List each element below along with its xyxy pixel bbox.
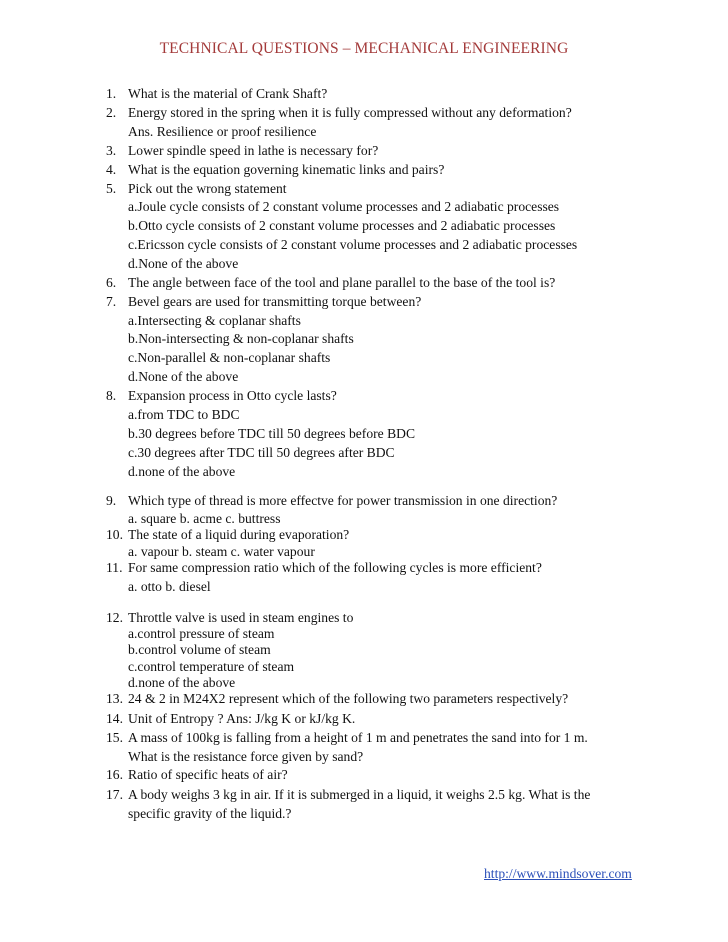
question-number: 2. — [106, 105, 117, 120]
option-text: a. square b. acme c. buttress — [128, 511, 281, 526]
option-text: b.30 degrees before TDC till 50 degrees before BDC — [128, 426, 416, 441]
question-number: 14. — [106, 711, 123, 726]
question-text: What is the equation governing kinematic links and pairs? — [128, 162, 445, 177]
question-number: 10. — [106, 527, 123, 542]
question-text: Expansion process in Otto cycle lasts? — [128, 388, 337, 403]
question-number: 13. — [106, 691, 123, 706]
question-text: The state of a liquid during evaporation? — [128, 527, 350, 542]
option-text: c.30 degrees after TDC till 50 degrees after BDC — [128, 445, 395, 460]
question-text: Bevel gears are used for transmitting torque between? — [128, 294, 422, 309]
question-text: Lower spindle speed in lathe is necessary for? — [128, 143, 379, 158]
question-text: Throttle valve is used in steam engines to — [128, 610, 354, 625]
question-number: 4. — [106, 162, 117, 177]
question-number: 15. — [106, 730, 123, 745]
option-text: d.none of the above — [128, 464, 236, 479]
question-number: 6. — [106, 275, 117, 290]
question-text: A mass of 100kg is falling from a height of 1 m and penetrates the sand into for 1 m. — [128, 730, 588, 745]
option-text: c.control temperature of steam — [128, 659, 295, 674]
option-text: d.None of the above — [128, 369, 239, 384]
question-text: For same compression ratio which of the following cycles is more efficient? — [128, 560, 542, 575]
question-number: 7. — [106, 294, 117, 309]
question-number: 5. — [106, 181, 117, 196]
footer-link[interactable]: http://www.mindsover.com — [484, 866, 632, 881]
question-text: 24 & 2 in M24X2 represent which of the following two parameters respectively? — [128, 691, 569, 706]
question-text: Unit of Entropy ? Ans: J/kg K or kJ/kg K. — [128, 711, 356, 726]
option-text: a.from TDC to BDC — [128, 407, 240, 422]
question-number: 8. — [106, 388, 117, 403]
question-text: Energy stored in the spring when it is fully compressed without any deformation? — [128, 105, 572, 120]
option-text: c.Ericsson cycle consists of 2 constant volume processes and 2 adiabatic processes — [128, 237, 578, 252]
page-title: TECHNICAL QUESTIONS – MECHANICAL ENGINEERING — [159, 40, 569, 57]
question-text: The angle between face of the tool and plane parallel to the base of the tool is? — [128, 275, 556, 290]
question-text-continued: specific gravity of the liquid.? — [128, 806, 292, 821]
question-text: Ratio of specific heats of air? — [128, 767, 288, 782]
option-text: b.Otto cycle consists of 2 constant volume processes and 2 adiabatic processes — [128, 218, 556, 233]
question-number: 17. — [106, 787, 123, 802]
option-text: a.control pressure of steam — [128, 626, 275, 641]
question-number: 16. — [106, 767, 123, 782]
question-number: 3. — [106, 143, 117, 158]
answer-text: Ans. Resilience or proof resilience — [128, 124, 317, 139]
question-text: What is the material of Crank Shaft? — [128, 86, 328, 101]
option-text: a. vapour b. steam c. water vapour — [128, 544, 315, 559]
option-text: a. otto b. diesel — [128, 579, 211, 594]
option-text: b.control volume of steam — [128, 642, 271, 657]
option-text: d.None of the above — [128, 256, 239, 271]
question-text-continued: What is the resistance force given by sand? — [128, 749, 364, 764]
question-number: 12. — [106, 610, 123, 625]
option-text: a.Intersecting & coplanar shafts — [128, 313, 301, 328]
question-text: Which type of thread is more effectve for power transmission in one direction? — [128, 493, 558, 508]
question-text: A body weighs 3 kg in air. If it is submerged in a liquid, it weighs 2.5 kg. What is the — [128, 787, 591, 802]
question-number: 11. — [106, 560, 123, 575]
option-text: b.Non-intersecting & non-coplanar shafts — [128, 331, 354, 346]
question-text: Pick out the wrong statement — [128, 181, 287, 196]
question-number: 1. — [106, 86, 117, 101]
question-number: 9. — [106, 493, 117, 508]
option-text: c.Non-parallel & non-coplanar shafts — [128, 350, 331, 365]
option-text: a.Joule cycle consists of 2 constant volume processes and 2 adiabatic processes — [128, 199, 560, 214]
option-text: d.none of the above — [128, 675, 236, 690]
